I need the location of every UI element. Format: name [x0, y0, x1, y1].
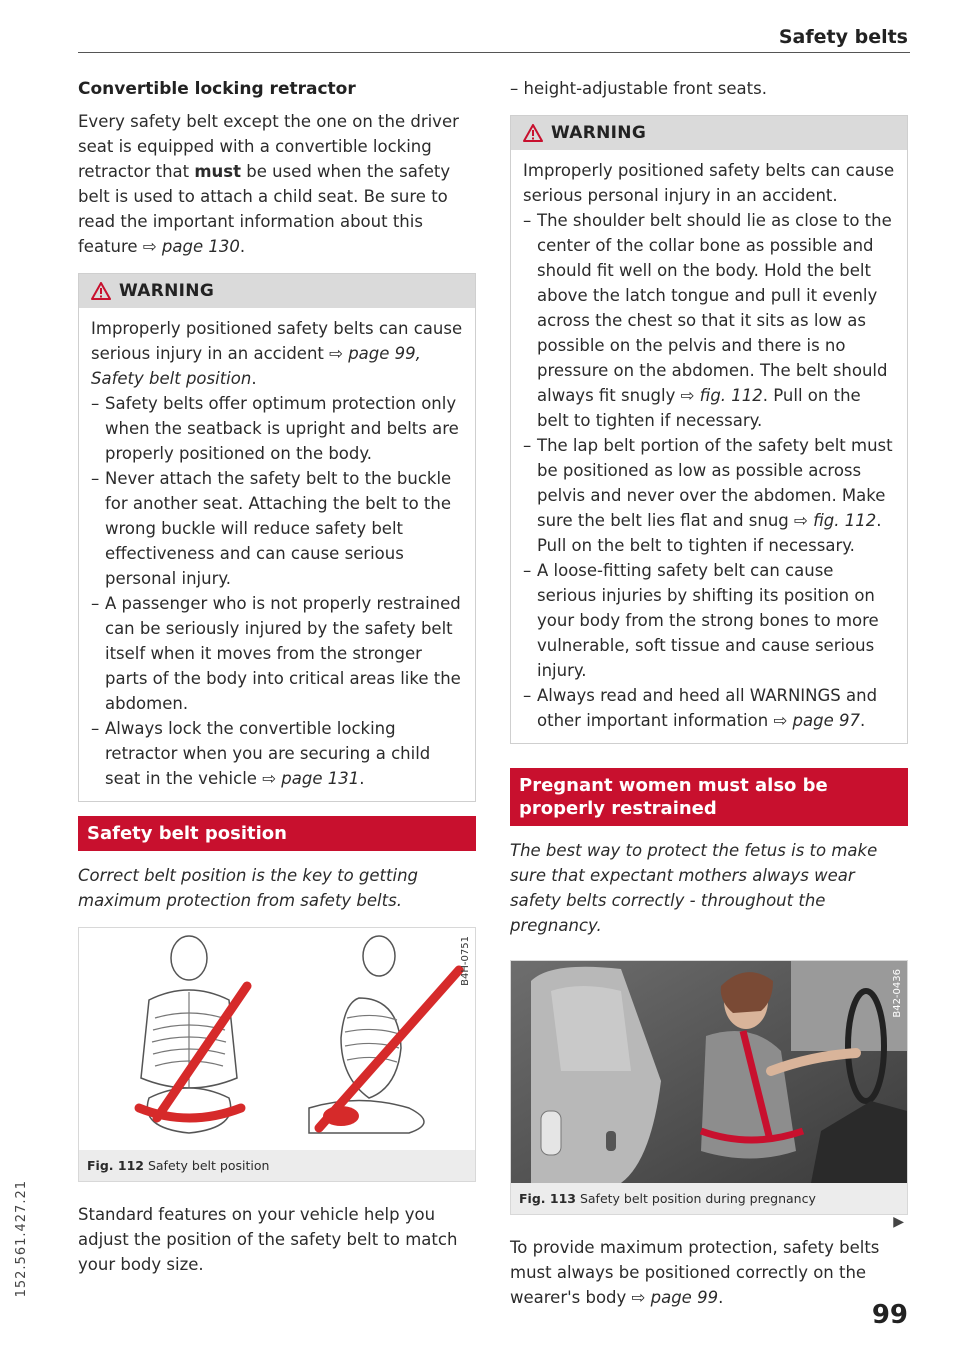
list-item: – Safety belts offer optimum protection only when the seatback is upright and belts are properly positioned on the body. — [91, 391, 463, 466]
warning-list — [91, 391, 463, 791]
pregnant-driver-photo — [511, 961, 907, 1183]
document-code: 152.561.427.21 — [14, 1180, 29, 1298]
list-item: – The lap belt portion of the safety belt must be positioned as low as possible across pelvis and never over the abdomen. Make sure the belt lies flat and snug ⇨ fig. 112. Pull on the belt to tighten if necessary. — [523, 433, 895, 558]
list-item: – A loose-fitting safety belt can cause serious injuries by shifting its position on your body from the strong bones to more vulnerable, soft tissue and cause serious injury. — [523, 558, 895, 683]
pregnancy-lead: The best way to protect the fetus is to make sure that expectant mothers always wear safety belts correctly - throughout the pregnancy. — [510, 841, 878, 935]
continued-list-item: – height-adjustable front seats. — [510, 79, 767, 98]
header-rule — [78, 52, 910, 53]
figure-caption: Fig. 113 Safety belt position during pregnancy — [511, 1183, 907, 1214]
section-heading-pregnant-women: Pregnant women must also be properly restrained — [510, 768, 908, 826]
page-number: 99 — [871, 1300, 908, 1330]
figure-code: B4H-0751 — [460, 936, 471, 986]
warning-title: WARNING — [119, 281, 215, 301]
page-header-title: Safety belts — [778, 26, 908, 48]
warning-box-left — [78, 273, 476, 802]
warning-list — [523, 208, 895, 733]
warning-header — [79, 274, 475, 308]
warning-body — [511, 150, 907, 743]
continue-arrow-icon: ▶ — [893, 1214, 904, 1230]
right-column — [510, 74, 908, 1310]
list-item: – Always read and heed all WARNINGS and other important information ⇨ page 97. — [523, 683, 895, 733]
list-item: – Never attach the safety belt to the buckle for another seat. Attaching the belt to the wrong buckle will reduce safety belt effectiveness and can cause serious personal injury. — [91, 466, 463, 591]
warning-intro: Improperly positioned safety belts can cause serious injury in an accident ⇨ page 99, Safety belt position. — [91, 319, 463, 388]
safety-belt-position-illustration — [79, 928, 475, 1150]
page-ref-99[interactable]: ⇨ page 99, Safety belt position — [91, 344, 421, 388]
figure-112 — [78, 927, 476, 1182]
belt-position-lead: Correct belt position is the key to getting maximum protection from safety belts. — [78, 866, 418, 910]
warning-triangle-icon — [523, 124, 543, 142]
warning-header — [511, 116, 907, 150]
heading-convertible-retractor: Convertible locking retractor — [78, 79, 356, 99]
closing-paragraph-right: To provide maximum protection, safety belts must always be positioned correctly on the wearer's body ⇨ page 99. — [510, 1238, 880, 1307]
closing-paragraph-left: Standard features on your vehicle help you adjust the position of the safety belt to match your body size. — [78, 1205, 458, 1274]
left-column — [78, 74, 476, 1277]
list-item: – The shoulder belt should lie as close to the center of the collar bone as possible and should fit well on the body. Hold the belt above the latch tongue and pull it evenly across the chest so that it sits as low as possible on the pelvis and there is no pressure on the abdomen. The belt should always fit snugly ⇨ fig. 112. Pull on the belt to tighten if necessary. — [523, 208, 895, 433]
retractor-intro: Every safety belt except the one on the driver seat is equipped with a convertible locking retractor that must be used when the safety belt is used to attach a child seat. Be sure to read the important information about this feature ⇨ page 130. — [78, 112, 459, 256]
page-ref-130[interactable]: ⇨ page 130 — [142, 237, 240, 256]
figure-113 — [510, 960, 908, 1215]
warning-title: WARNING — [551, 123, 647, 143]
page-ref-131[interactable]: ⇨ page 131 — [262, 769, 360, 788]
warning-triangle-icon — [91, 282, 111, 300]
warning-intro: Improperly positioned safety belts can cause serious personal injury in an accident. — [523, 161, 895, 205]
page-ref-99[interactable]: ⇨ page 99 — [631, 1288, 719, 1307]
figure-caption: Fig. 112 Safety belt position — [79, 1150, 475, 1181]
list-item: – Always lock the convertible locking retractor when you are securing a child seat in the vehicle ⇨ page 131. — [91, 716, 463, 791]
fig-ref-112[interactable]: ⇨ fig. 112 — [680, 386, 763, 405]
list-item: – A passenger who is not properly restrained can be seriously injured by the safety belt itself when it moves from the stronger parts of the body into critical areas like the abdomen. — [91, 591, 463, 716]
section-heading-belt-position: Safety belt position — [78, 816, 476, 851]
figure-code: B42-0436 — [892, 969, 903, 1018]
emphasis-must: must — [194, 162, 242, 181]
fig-ref-112[interactable]: ⇨ fig. 112 — [794, 511, 877, 530]
warning-body — [79, 308, 475, 801]
page-ref-97[interactable]: ⇨ page 97 — [773, 711, 860, 730]
warning-box-right — [510, 115, 908, 744]
